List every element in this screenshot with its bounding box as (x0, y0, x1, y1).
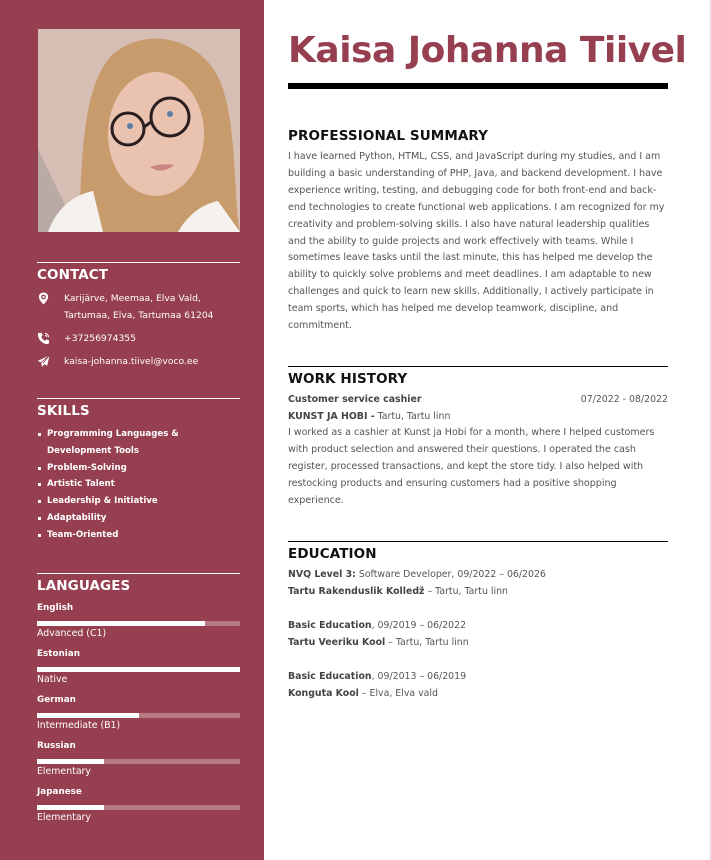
proficiency-fill (37, 759, 104, 764)
education-school-line (288, 685, 668, 702)
language-german (37, 695, 240, 732)
proficiency-fill (37, 805, 104, 810)
language-level: Elementary (37, 812, 91, 823)
job-description: I worked as a cashier at Kunst ja Hobi for a month, where I helped customers with product selection and answered their questions. I operated the cash register, processed transactions, and kept the store tidy. I also helped with restocking products and ensuring customers had a positive shopping experience. (288, 427, 655, 506)
proficiency-bar (37, 759, 240, 764)
skills-title: SKILLS (37, 403, 90, 419)
education-entry (288, 668, 668, 702)
skill-item: Programming Languages & Development Tools (37, 426, 197, 460)
address-line-2: Tartumaa, Elva, Tartumaa 61204 (64, 310, 214, 321)
proficiency-bar (37, 621, 240, 626)
education-title: EDUCATION (288, 546, 377, 562)
proficiency-bar (37, 805, 240, 810)
degree: Basic Education (288, 671, 372, 682)
company-location: Tartu, Tartu linn (374, 411, 451, 422)
email-address[interactable]: kaisa-johanna.tiivel@voco.ee (64, 356, 199, 367)
paper-plane-icon (37, 353, 57, 368)
school-location: – Tartu, Tartu linn (424, 586, 508, 597)
languages-section (37, 573, 240, 824)
phone-icon (37, 330, 57, 345)
work-history-section (288, 366, 668, 510)
language-level: Elementary (37, 766, 91, 777)
job-title: Customer service cashier (288, 394, 422, 405)
school-name: Tartu Rakenduslik Kolledž (288, 586, 425, 597)
language-japanese (37, 787, 240, 824)
education-degree-line (288, 566, 668, 583)
job-dates: 07/2022 - 08/2022 (580, 394, 668, 405)
company-name: KUNST JA HOBI - (288, 411, 375, 422)
degree-detail: , 09/2013 – 06/2019 (371, 671, 467, 682)
language-name: English (37, 603, 74, 613)
section-divider (37, 398, 240, 399)
job-entry (288, 391, 668, 510)
contact-list (37, 290, 240, 370)
summary-title: PROFESSIONAL SUMMARY (288, 128, 489, 144)
language-name: Estonian (37, 649, 80, 659)
skill-item: Leadership & Initiative (37, 493, 240, 510)
language-name: Japanese (37, 787, 82, 797)
language-level: Native (37, 674, 68, 685)
language-level: Advanced (C1) (37, 628, 107, 639)
job-header (288, 391, 668, 408)
section-divider (37, 573, 240, 574)
profile-photo-illustration (38, 29, 240, 232)
education-entry (288, 617, 668, 651)
education-entry (288, 566, 668, 600)
language-name: German (37, 695, 76, 705)
skill-item: Problem-Solving (37, 460, 240, 477)
school-location: – Elva, Elva vald (358, 688, 438, 699)
proficiency-fill (37, 667, 240, 672)
school-location: – Tartu, Tartu linn (385, 637, 469, 648)
languages-title: LANGUAGES (37, 578, 131, 594)
location-pin-icon (37, 290, 57, 305)
section-divider (288, 366, 668, 367)
language-russian (37, 741, 240, 778)
contact-address (37, 290, 240, 324)
address-line-1: Karijärve, Meemaa, Elva Vald, (64, 293, 201, 304)
name-underline (288, 83, 668, 89)
proficiency-bar (37, 713, 240, 718)
sidebar (0, 0, 264, 860)
contact-email (37, 353, 240, 370)
language-name: Russian (37, 741, 76, 751)
skills-list (37, 426, 240, 544)
skill-item: Artistic Talent (37, 476, 240, 493)
profile-photo (38, 29, 240, 232)
education-school-line (288, 634, 668, 651)
summary-section (288, 127, 668, 335)
section-divider (37, 262, 240, 263)
degree: NVQ Level 3: (288, 569, 356, 580)
job-company-line (288, 408, 668, 425)
proficiency-fill (37, 713, 139, 718)
degree-detail: , 09/2019 – 06/2022 (371, 620, 467, 631)
contact-phone (37, 330, 240, 347)
language-estonian (37, 649, 240, 686)
proficiency-bar (37, 667, 240, 672)
degree-detail: Software Developer, 09/2022 – 06/2026 (355, 569, 546, 580)
education-section (288, 541, 668, 702)
phone-number[interactable]: +37256974355 (64, 333, 136, 344)
address-text (64, 290, 214, 324)
contact-section (37, 262, 240, 370)
candidate-name: Kaisa Johanna Tiivel (288, 30, 687, 71)
skill-item: Team-Oriented (37, 527, 240, 544)
education-degree-line (288, 668, 668, 685)
school-name: Konguta Kool (288, 688, 359, 699)
education-degree-line (288, 617, 668, 634)
degree: Basic Education (288, 620, 372, 631)
summary-text: I have learned Python, HTML, CSS, and JavaScript during my studies, and I am building a basic understanding of PHP, Java, and backend development. I have experience writing, testing, and debugging code for both front-end and back-end technologies to create functional web applications. I am recognized for my creativity and problem-solving skills. I also have natural leadership qualities and the ability to guide projects and work effectively with teams. While I sometimes leave tasks until the last minute, this has helped me develop the ability to quickly solve problems and meet deadlines. I am adaptable to new challenges and quick to learn new skills. Additionally, I actively participate in team sports, which has helped me develop teamwork, discipline, and commitment. (288, 151, 665, 332)
language-english (37, 603, 240, 640)
skill-item: Adaptability (37, 510, 240, 527)
skills-section (37, 398, 240, 544)
language-level: Intermediate (B1) (37, 720, 121, 731)
proficiency-fill (37, 621, 205, 626)
contact-title: CONTACT (37, 267, 109, 283)
section-divider (288, 541, 668, 542)
school-name: Tartu Veeriku Kool (288, 637, 386, 648)
work-history-title: WORK HISTORY (288, 371, 408, 387)
education-school-line (288, 583, 668, 600)
